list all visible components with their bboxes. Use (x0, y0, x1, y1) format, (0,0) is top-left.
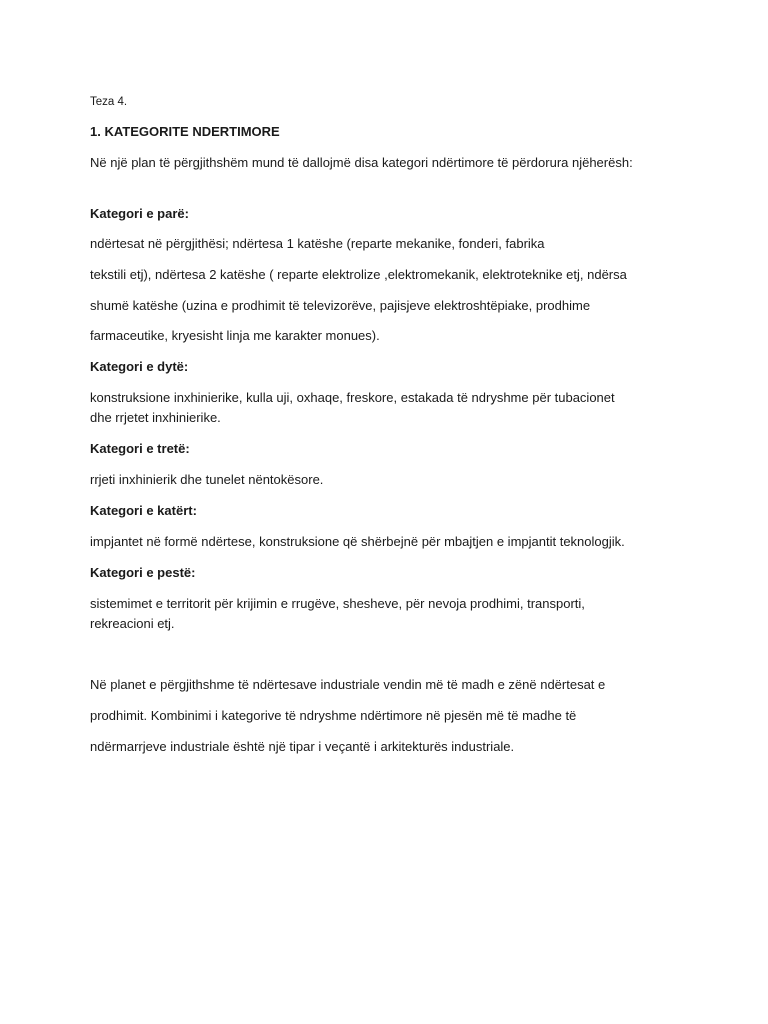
category-text-line: tekstili etj), ndërtesa 2 katëshe ( reparte elektrolize ,elektromekanik, elektroteknike etj, ndërsa (90, 267, 627, 282)
conclusion-line: prodhimit. Kombinimi i kategorive të ndryshme ndërtimore në pjesën më të madhe të (90, 708, 577, 723)
category-text-line: konstruksione inxhinierike, kulla uji, oxhaqe, freskore, estakada të ndryshme për tubacionet (90, 390, 615, 405)
category-text-line: farmaceutike, kryesisht linja me karakter monues). (90, 328, 380, 343)
conclusion-line: ndërmarrjeve industriale është një tipar i veçantë i arkitekturës industriale. (90, 739, 515, 754)
category-title: Kategori e tretë: (90, 441, 190, 456)
category-title: Kategori e pestë: (90, 565, 196, 580)
intro-paragraph: Në një plan të përgjithshëm mund të dallojmë disa kategori ndërtimore të përdorura njëherësh: (90, 155, 633, 170)
category-text-line: dhe rrjetet inxhinierike. (90, 410, 221, 425)
section-heading: 1. KATEGORITE NDERTIMORE (90, 124, 280, 139)
category-text-line: ndërtesat në përgjithësi; ndërtesa 1 katëshe (reparte mekanike, fonderi, fabrika (90, 236, 545, 251)
category-text-line: rrjeti inxhinierik dhe tunelet nëntokësore. (90, 472, 324, 487)
category-title: Kategori e katërt: (90, 503, 197, 518)
category-text-line: sistemimet e territorit për krijimin e rrugëve, shesheve, për nevoja prodhimi, transporti, (90, 596, 585, 611)
category-title: Kategori e parë: (90, 206, 189, 221)
category-text-line: impjantet në formë ndërtese, konstruksione që shërbejnë për mbajtjen e impjantit teknologjik. (90, 534, 625, 549)
category-text-line: shumë katëshe (uzina e prodhimit të televizorëve, pajisjeve elektroshtëpiake, prodhime (90, 298, 591, 313)
category-text-line: rekreacioni etj. (90, 616, 175, 631)
conclusion-line: Në planet e përgjithshme të ndërtesave industriale vendin më të madh e zënë ndërtesat e (90, 677, 606, 692)
thesis-label: Teza 4. (90, 96, 128, 108)
category-title: Kategori e dytë: (90, 359, 189, 374)
